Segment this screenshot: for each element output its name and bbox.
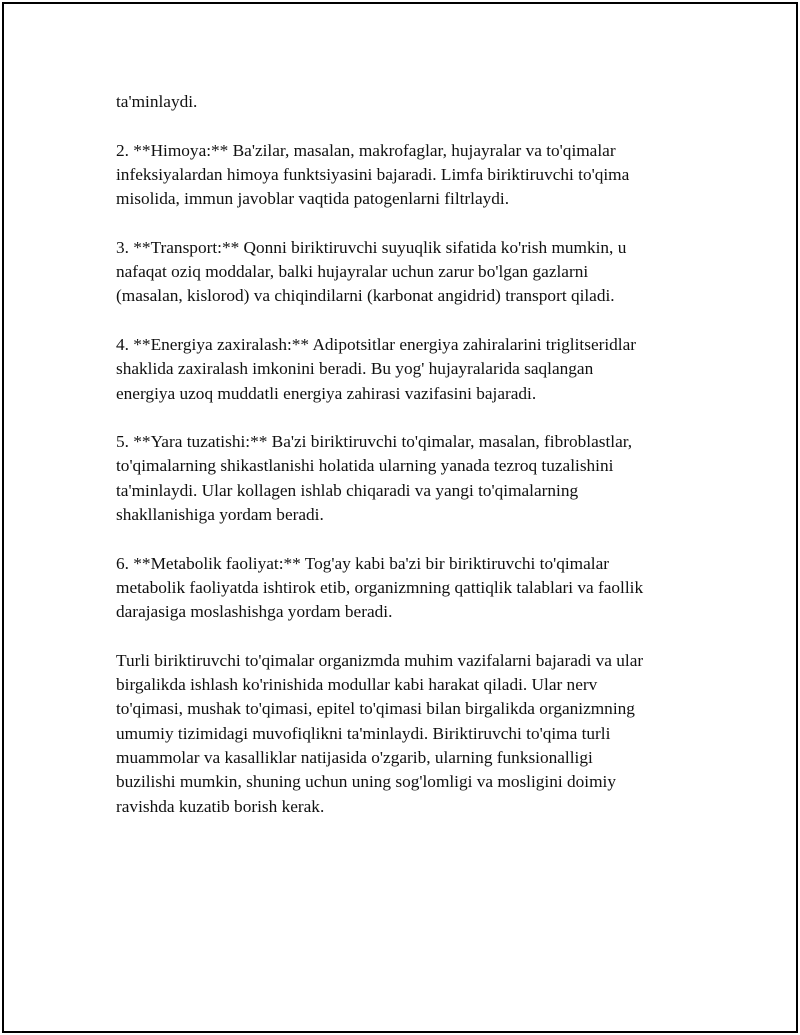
paragraph-metabolik: 6. **Metabolik faoliyat:** Tog'ay kabi ba'zi bir biriktiruvchi to'qimalar metabolik faoliyatda ishtirok etib, organizmning qattiqlik talablari va faollik darajasiga moslashishga yordam beradi. — [116, 553, 644, 622]
paragraph-himoya: 2. **Himoya:** Ba'zilar, masalan, makrofaglar, hujayralar va to'qimalar infeksiyalardan himoya funktsiyasini bajaradi. Limfa biriktiruvchi to'qima misolida, immun javoblar vaqtida patogenlarni filtrlaydi. — [116, 140, 630, 209]
document-body — [116, 90, 696, 843]
paragraph-continuation: ta'minlaydi. — [116, 92, 198, 111]
paragraph-summary: Turli biriktiruvchi to'qimalar organizmda muhim vazifalarni bajaradi va ular birgalikda ishlash ko'rinishida modullar kabi harakat qiladi. Ular nerv to'qimasi, mushak to'qimasi, epitel to'qimasi bilan birgalikda organizmning umumiy tizimidagi muvofiqlikni ta'minlaydi. Biriktiruvchi to'qima turli muammolar va kasalliklar natijasida o'zgarib, ularning funksionalligi buzilishi mumkin, shuning uchun uning sog'lomligi va mosligini doimiy ravishda kuzatib borish kerak. — [116, 650, 644, 816]
paragraph-transport: 3. **Transport:** Qonni biriktiruvchi suyuqlik sifatida ko'rish mumkin, u nafaqat oziq moddalar, balki hujayralar uchun zarur bo'lgan gazlarni (masalan, kislorod) va chiqindilarni (karbonat angidrid) transport qiladi. — [116, 237, 627, 306]
paragraph-energiya: 4. **Energiya zaxiralash:** Adipotsitlar energiya zahiralarini triglitseridlar shaklida zaxiralash imkonini beradi. Bu yog' hujayralarida saqlangan energiya uzoq muddatli energiya zahirasi vazifasini bajaradi. — [116, 334, 637, 403]
paragraph-yara-tuzatishi: 5. **Yara tuzatishi:** Ba'zi biriktiruvchi to'qimalar, masalan, fibroblastlar, to'qimalarning shikastlanishi holatida ularning yanada tezroq tuzalishini ta'minlaydi. Ular kollagen ishlab chiqaradi va yangi to'qimalarning shakllanishiga yordam beradi. — [116, 432, 633, 525]
